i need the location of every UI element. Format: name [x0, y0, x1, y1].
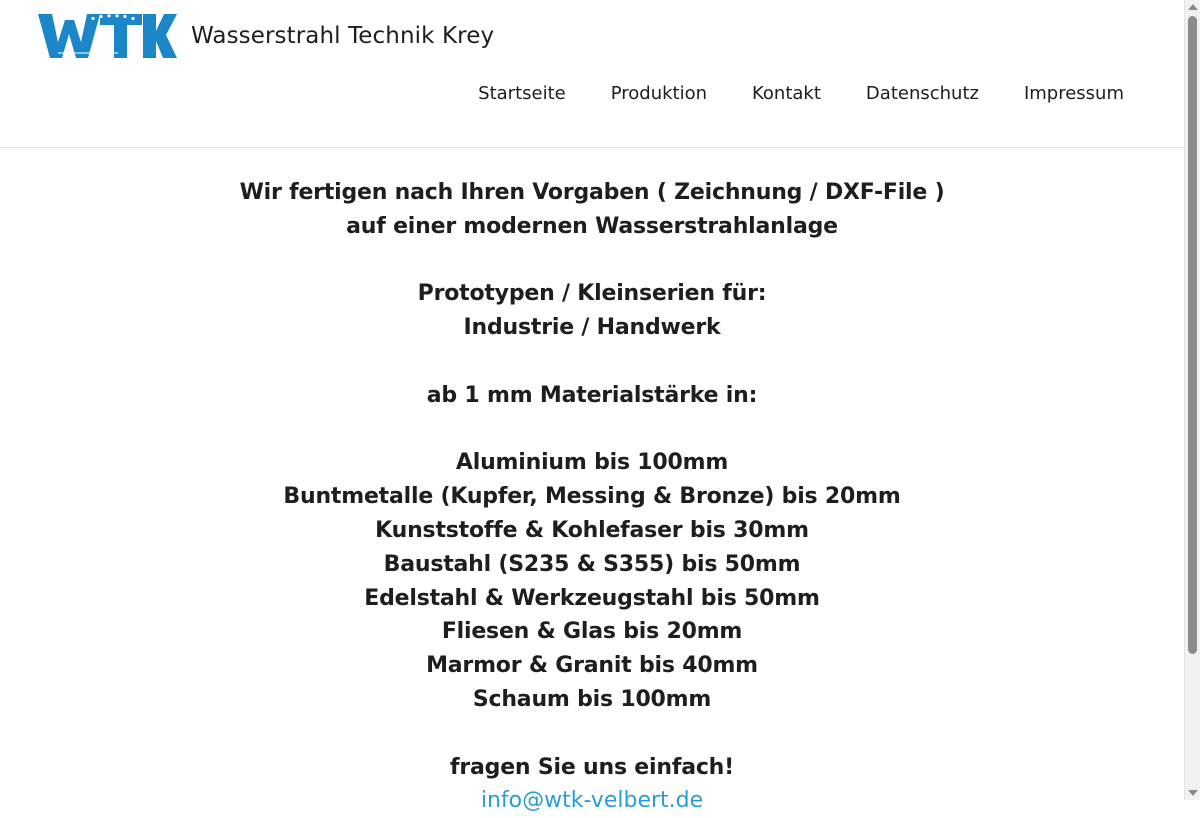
- target-line: Industrie / Handwerk: [463, 315, 721, 341]
- thickness-intro: ab 1 mm Materialstärke in:: [426, 382, 758, 408]
- material-item: Edelstahl & Werkzeugstahl bis 50mm: [364, 585, 820, 611]
- main-content: [0, 176, 1184, 818]
- material-item: Aluminium bis 100mm: [455, 450, 729, 476]
- scrollbar-thumb[interactable]: [1188, 16, 1197, 654]
- material-item: Schaum bis 100mm: [472, 686, 712, 712]
- material-item: Kunststoffe & Kohlefaser bis 30mm: [375, 517, 809, 543]
- spacer: [0, 413, 1184, 447]
- email-link[interactable]: info@wtk-velbert.de: [480, 788, 704, 814]
- wtk-logo: [38, 12, 177, 60]
- material-item: Fliesen & Glas bis 20mm: [441, 619, 743, 645]
- nav-item-produktion[interactable]: Produktion: [610, 83, 708, 104]
- spacer: [0, 717, 1184, 751]
- scroll-up-icon[interactable]: [1188, 4, 1198, 10]
- call-to-action: fragen Sie uns einfach!: [450, 754, 734, 780]
- nav-item-impressum[interactable]: Impressum: [1023, 83, 1124, 104]
- nav-item-kontakt[interactable]: Kontakt: [752, 83, 821, 104]
- scroll-down-icon[interactable]: [1188, 790, 1198, 796]
- main-nav: [478, 83, 1124, 104]
- material-item: Buntmetalle (Kupfer, Messing & Bronze) bis 20mm: [283, 484, 901, 510]
- target-line: Prototypen / Kleinserien für:: [417, 281, 767, 307]
- spacer: [0, 244, 1184, 278]
- nav-item-startseite[interactable]: Startseite: [478, 83, 566, 104]
- brand-link[interactable]: [38, 12, 494, 60]
- nav-item-datenschutz[interactable]: Datenschutz: [865, 83, 979, 104]
- site-header: [0, 0, 1184, 148]
- material-item: Marmor & Granit bis 40mm: [426, 653, 758, 679]
- intro-line: Wir fertigen nach Ihren Vorgaben ( Zeichnung / DXF-File ): [239, 180, 945, 205]
- spacer: [0, 345, 1184, 379]
- material-item: Baustahl (S235 & S355) bis 50mm: [383, 551, 801, 577]
- site-title: Wasserstrahl Technik Krey: [191, 23, 495, 49]
- vertical-scrollbar[interactable]: [1184, 0, 1200, 800]
- intro-line: auf einer modernen Wasserstrahlanlage: [346, 213, 838, 239]
